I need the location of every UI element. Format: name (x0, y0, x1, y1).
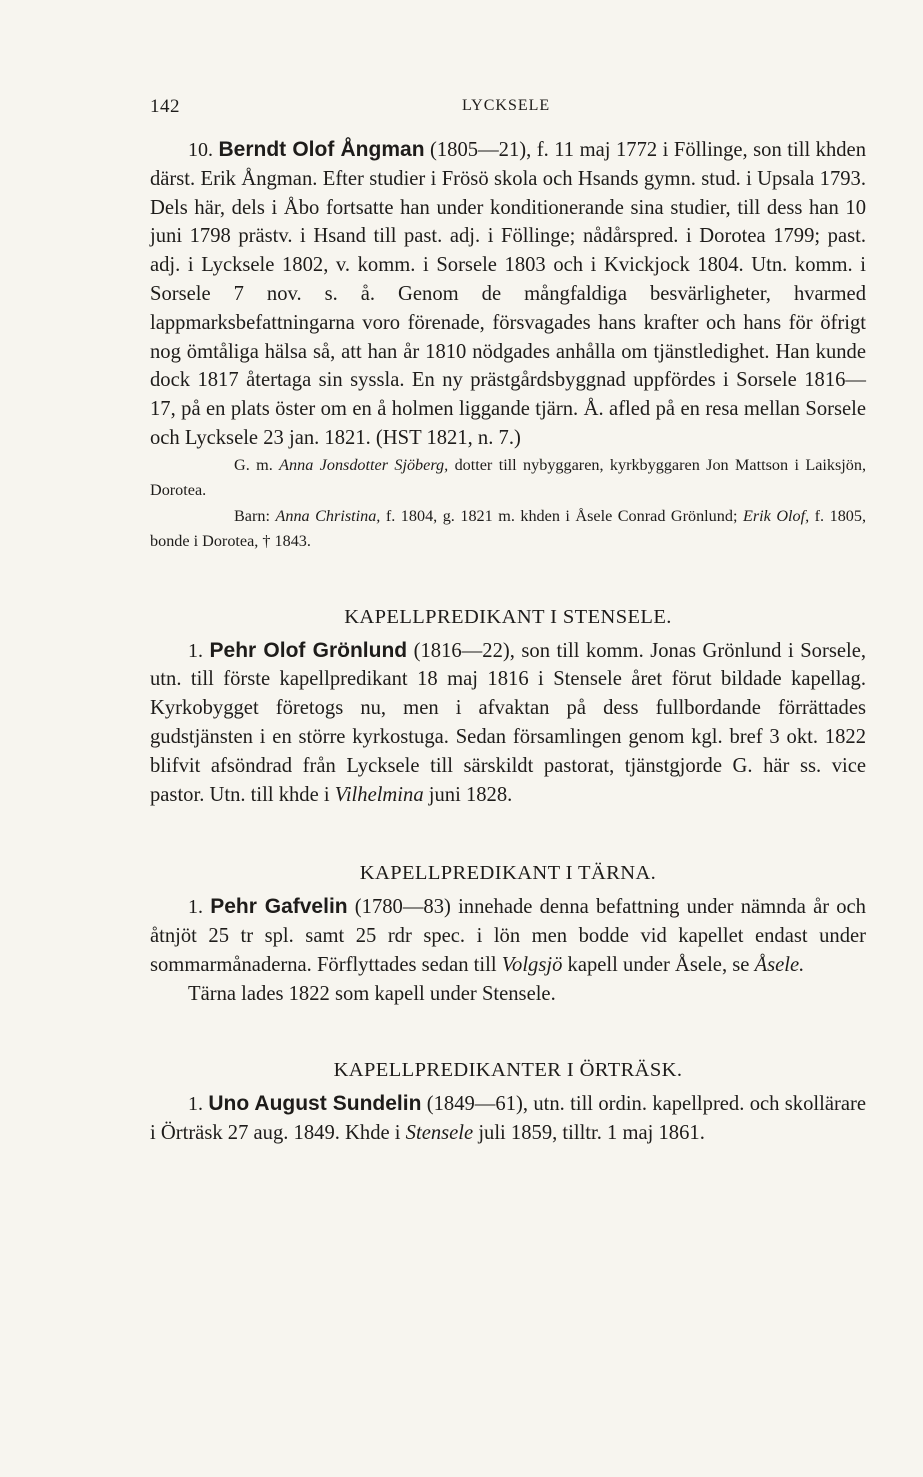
entry-gronlund (150, 637, 866, 810)
entry-number: 1. (188, 896, 203, 919)
entry-text-end: juni 1828. (428, 783, 513, 806)
entry-text: (1805—21), f. 11 maj 1772 i Föllinge, son till khden därst. Erik Ångman. Efter studier i Frösö skola och Hsands gymn. stud. i Upsala 1793. Dels här, dels i Åbo fortsatte han under konditionerande sina studier, till dess han 10 juni 1798 prästv. i Hsand till past. adj. i Föllinge; nådårspred. i Dorotea 1799; past. adj. i Lycksele 1802, v. komm. i Sorsele 1803 och i Kvickjock 1804. Utn. komm. i Sorsele 7 nov. s. å. Genom de mångfaldiga besvärligheter, hvarmed lappmarksbefattningarna voro förenade, försvagades hans krafter och hans för öfrigt nog ömtåliga hälsa så, att han år 1810 nödgades anhålla om tjänstledighet. Han kunde dock 1817 återtaga sin syssla. En ny prästgårdsbyggnad uppfördes i Sorsele 1816—17, på en plats öster om en å holmen liggande tjärn. Å. afled på en resa mellan Sorsele och Lycksele 23 jan. 1821. (HST 1821, n. 7.) (150, 139, 866, 449)
place-name: Volgsjö (501, 953, 563, 976)
person-name: Uno August Sundelin (208, 1092, 422, 1116)
entry-number: 10. (188, 139, 213, 161)
page-body (150, 136, 866, 1148)
entry-sundelin (150, 1090, 866, 1148)
child-name: Erik Olof, (742, 506, 810, 525)
entry-text: (1816—22), son till komm. Jonas Grönlund i Sorsele, utn. till förste kapellpredikant 18 maj 1816 i Stensele året förut bildade kapellag. Kyrkobygget företogs nu, men i afvaktan på dess fullbordande förrättades gudstjänsten i en större kyrkostuga. Sedan församlingen genom kgl. bref 3 okt. 1822 blifvit afsöndrad från Lycksele till särskildt pastorat, tjänstgjorde G. här ss. vice pastor. Utn. till khde i (150, 639, 867, 806)
marriage-note (150, 453, 866, 504)
tarna-note: Tärna lades 1822 som kapell under Stensele. (188, 982, 556, 1005)
entry-number: 1. (188, 639, 203, 662)
child-text: f. 1804, g. 1821 m. khden i Åsele Conrad Grönlund; (385, 506, 738, 525)
person-name: Pehr Olof Grönlund (209, 638, 408, 662)
entry-text: (1780—83) innehade denna befattning under nämnda år och åtnjöt 25 tr spl. samt 25 rdr spec. i lön men bodde vid kapellet endast under sommarmånaderna. Förflyttades sedan till (150, 896, 866, 976)
child-text: f. 1805, bonde i Dorotea, † 1843. (150, 506, 867, 551)
running-title: LYCKSELE (462, 97, 551, 114)
person-name: Pehr Gafvelin (210, 895, 348, 919)
place-name: Stensele (405, 1121, 474, 1144)
page-header (150, 96, 866, 126)
entry-text-mid: kapell under Åsele, se (567, 953, 750, 976)
person-name: Berndt Olof Ångman (218, 138, 425, 161)
marriage-text: dotter till nybyggaren, kyrkbyggaren Jon Mattson i Laiksjön, Dorotea. (150, 455, 867, 500)
entry-angman (150, 136, 866, 453)
place-name: Åsele. (754, 953, 805, 976)
entry-gafvelin (150, 893, 866, 979)
section-title-tarna: KAPELLPREDIKANT I TÄRNA. (359, 862, 657, 885)
spouse-name: Anna Jonsdotter Sjöberg, (279, 455, 449, 474)
place-name: Vilhelmina (334, 783, 424, 806)
section-title-ortrask: KAPELLPREDIKANTER I ÖRTRÄSK. (333, 1059, 683, 1082)
page-number: 142 (150, 96, 180, 117)
section-title-stensele: KAPELLPREDIKANT I STENSELE. (344, 605, 672, 628)
entry-text-end: juli 1859, tilltr. 1 maj 1861. (478, 1121, 705, 1144)
entry-text: (1849—61), utn. till ordin. kapellpred. och skollärare i Örträsk 27 aug. 1849. Khde i (150, 1093, 866, 1144)
children-note (150, 504, 866, 555)
entry-number: 1. (188, 1093, 203, 1116)
children-prefix: Barn: (234, 506, 270, 525)
child-name: Anna Christina, (275, 506, 381, 525)
marriage-prefix: G. m. (234, 455, 273, 474)
